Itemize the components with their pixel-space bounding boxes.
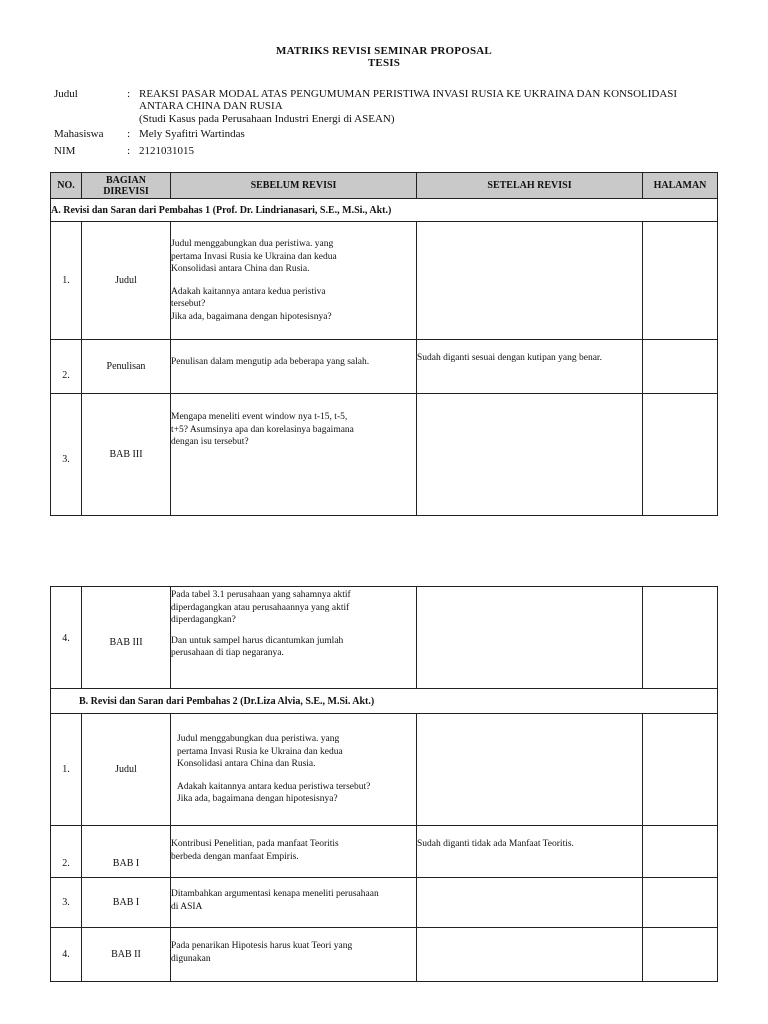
mahasiswa-value: Mely Syafitri Wartindas: [139, 128, 245, 140]
row-sebelum: [171, 878, 417, 928]
sebelum-paragraph: Judul menggabungkan dua peristiwa. yang pertama Invasi Rusia ke Ukraina dan kedua Konsolidasi antara China dan Rusia.: [171, 239, 337, 274]
row-bagian: Judul: [82, 222, 171, 340]
row-sebelum: [171, 714, 417, 826]
setelah-paragraph: Sudah diganti sesuai dengan kutipan yang benar.: [417, 353, 602, 363]
row-setelah: [417, 928, 643, 982]
table-row: [51, 587, 718, 689]
sebelum-paragraph: Pada penarikan Hipotesis harus kuat Teori yang digunakan: [171, 941, 353, 964]
info-block: [0, 88, 768, 158]
row-halaman: [643, 340, 718, 394]
sebelum-paragraph: Ditambahkan argumentasi kenapa meneliti perusahaan di ASIA: [171, 889, 379, 912]
judul-line-2: ANTARA CHINA DAN RUSIA: [139, 100, 283, 112]
row-number: 1.: [51, 222, 82, 340]
row-bagian: BAB III: [82, 587, 171, 689]
section-row-a: [51, 199, 718, 222]
row-sebelum: [171, 928, 417, 982]
revision-table-page-2: [50, 586, 718, 982]
row-sebelum: [171, 587, 417, 689]
row-setelah: [417, 878, 643, 928]
row-number: 1.: [51, 714, 82, 826]
table-row: [51, 878, 718, 928]
row-number: 2.: [51, 340, 82, 394]
revision-table-page-1: [50, 172, 718, 516]
mahasiswa-colon: :: [127, 128, 131, 140]
header-bagian: BAGIAN DIREVISI: [82, 173, 171, 199]
nim-label: NIM: [54, 145, 76, 157]
row-halaman: [643, 714, 718, 826]
row-sebelum: [171, 394, 417, 516]
row-setelah: [417, 394, 643, 516]
row-bagian: BAB I: [82, 826, 171, 878]
table-row: [51, 222, 718, 340]
mahasiswa-label: Mahasiswa: [54, 128, 104, 140]
row-setelah: [417, 714, 643, 826]
judul-line-1: REAKSI PASAR MODAL ATAS PENGUMUMAN PERISTIWA INVASI RUSIA KE UKRAINA DAN KONSOLIDASI: [139, 88, 678, 100]
row-bagian: BAB III: [82, 394, 171, 516]
sebelum-paragraph: Adakah kaitannya antara kedua peristiva tersebut? Jika ada, bagaimana dengan hipotesisnya?: [171, 286, 332, 322]
row-halaman: [643, 587, 718, 689]
row-setelah: [417, 222, 643, 340]
row-number: 4.: [51, 928, 82, 982]
table-row: [51, 394, 718, 516]
row-halaman: [643, 878, 718, 928]
row-sebelum: [171, 222, 417, 340]
row-number: 3.: [51, 394, 82, 516]
row-halaman: [643, 826, 718, 878]
row-setelah: [417, 826, 643, 878]
table-header-row: [51, 173, 718, 199]
row-halaman: [643, 928, 718, 982]
document-subtitle: TESIS: [367, 57, 401, 69]
row-number: 2.: [51, 826, 82, 878]
judul-colon: :: [127, 88, 131, 100]
table-row: [51, 714, 718, 826]
section-row-b: [51, 689, 718, 714]
row-bagian: BAB II: [82, 928, 171, 982]
header-setelah: SETELAH REVISI: [417, 173, 643, 199]
row-halaman: [643, 222, 718, 340]
row-sebelum: [171, 826, 417, 878]
nim-colon: :: [127, 145, 131, 157]
sebelum-paragraph: Mengapa meneliti event window nya t-15, t-5, t+5? Asumsinya apa dan korelasinya bagaimana dengan isu tersebut?: [171, 412, 354, 447]
row-sebelum: [171, 340, 417, 394]
row-bagian: BAB I: [82, 878, 171, 928]
row-setelah: [417, 340, 643, 394]
sebelum-paragraph: Judul menggabungkan dua peristiwa. yang pertama Invasi Rusia ke Ukraina dan kedua Konsolidasi antara China dan Rusia.: [177, 734, 343, 770]
sebelum-paragraph: Penulisan dalam mengutip ada beberapa yang salah.: [171, 357, 370, 367]
document-title: MATRIKS REVISI SEMINAR PROPOSAL: [276, 45, 492, 57]
header-sebelum: SEBELUM REVISI: [171, 173, 417, 199]
row-bagian: Judul: [82, 714, 171, 826]
judul-label: Judul: [54, 88, 78, 100]
section-b-title: B. Revisi dan Saran dari Pembahas 2 (Dr.Liza Alvia, S.E., M.Si. Akt.): [51, 689, 718, 714]
table-row: [51, 340, 718, 394]
row-bagian: Penulisan: [82, 340, 171, 394]
table-row: [51, 928, 718, 982]
sebelum-paragraph: Kontribusi Penelitian, pada manfaat Teoritis berbeda dengan manfaat Empiris.: [171, 839, 339, 862]
table-row: [51, 826, 718, 878]
sebelum-paragraph: Adakah kaitannya antara kedua peristiwa tersebut? Jika ada, bagaimana dengan hipotesisnya?: [177, 781, 371, 805]
row-number: 4.: [51, 587, 82, 689]
row-setelah: [417, 587, 643, 689]
header-no: NO.: [51, 173, 82, 199]
row-number: 3.: [51, 878, 82, 928]
judul-line-3: (Studi Kasus pada Perusahaan Industri Energi di ASEAN): [139, 113, 395, 125]
row-halaman: [643, 394, 718, 516]
setelah-paragraph: Sudah diganti tidak ada Manfaat Teoritis.: [417, 839, 574, 849]
sebelum-paragraph: Pada tabel 3.1 perusahaan yang sahamnya aktif diperdagangkan atau perusahaannya yang aktif diperdagangkan?: [171, 590, 351, 625]
nim-value: 2121031015: [139, 145, 194, 157]
sebelum-paragraph: Dan untuk sampel harus dicantumkan jumlah perusahaan di tiap negaranya.: [171, 635, 344, 658]
header-halaman: HALAMAN: [643, 173, 718, 199]
section-a-title: A. Revisi dan Saran dari Pembahas 1 (Prof. Dr. Lindrianasari, S.E., M.Si., Akt.): [51, 199, 718, 222]
